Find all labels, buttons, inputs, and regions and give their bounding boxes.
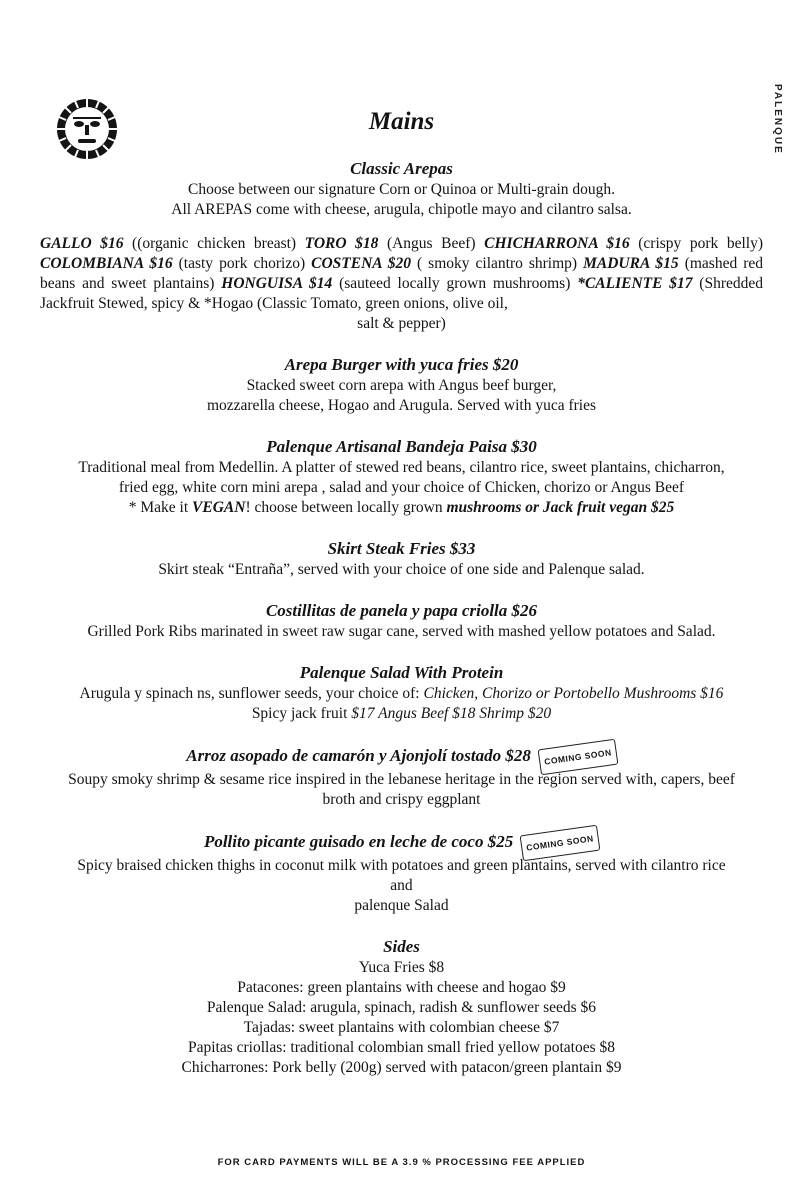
- arepa-desc: ( smoky cilantro shrimp): [411, 255, 584, 272]
- arepa-name: GALLO $16: [40, 235, 124, 252]
- description-line: fried egg, white corn mini arepa , salad and your choice of Chicken, chorizo or Angus Beef: [118, 479, 685, 496]
- arepa-varieties: [40, 234, 763, 334]
- section-bandeja-paisa: [0, 436, 803, 518]
- section-title: Arepa Burger with yuca fries $20: [284, 355, 519, 374]
- menu-content: [0, 158, 803, 1078]
- arepa-desc-tail: salt & pepper): [357, 315, 446, 332]
- section-costillitas: [0, 600, 803, 642]
- vegan-choice: mushrooms or Jack fruit vegan $25: [446, 499, 675, 516]
- side-item: Tajadas: sweet plantains with colombian cheese $7: [243, 1019, 560, 1036]
- side-item: Yuca Fries $8: [358, 959, 445, 976]
- arepa-name: *CALIENTE $17: [577, 275, 693, 292]
- arepa-name: MADURA $15: [583, 255, 679, 272]
- description-line: broth and crispy eggplant: [322, 791, 481, 808]
- side-item: Palenque Salad: arugula, spinach, radish & sunflower seeds $6: [206, 999, 597, 1016]
- description-line: All AREPAS come with cheese, arugula, chipotle mayo and cilantro salsa.: [171, 201, 632, 218]
- description-line: and: [390, 877, 413, 894]
- section-salad-protein: [0, 662, 803, 724]
- section-skirt-steak: [0, 538, 803, 580]
- arepa-desc: (sauteed locally grown mushrooms): [332, 275, 578, 292]
- description-line: Stacked sweet corn arepa with Angus beef burger,: [246, 377, 557, 394]
- section-arroz-asopado: [0, 744, 803, 810]
- section-title: Costillitas de panela y papa criolla $26: [265, 601, 538, 620]
- vegan-option-line: * Make it VEGAN! choose between locally grown mushrooms or Jack fruit vegan $25: [128, 499, 675, 516]
- section-title: Classic Arepas: [350, 159, 453, 178]
- description-line: Skirt steak “Entraña”, served with your choice of one side and Palenque salad.: [158, 561, 645, 578]
- coming-soon-badge: COMING SOON: [520, 825, 601, 862]
- arepa-desc: (Angus Beef): [378, 235, 485, 252]
- description-line: palenque Salad: [354, 897, 449, 914]
- coming-soon-badge: COMING SOON: [537, 739, 618, 776]
- section-title: Sides: [383, 937, 420, 956]
- section-title: Palenque Salad With Protein: [299, 663, 504, 682]
- section-title: Skirt Steak Fries $33: [327, 539, 476, 558]
- arepa-desc: (mashed red beans and sweet plantains): [40, 255, 763, 292]
- vegan-word: VEGAN: [192, 499, 246, 516]
- description-line: Soupy smoky shrimp & sesame rice inspired in the lebanese heritage in the region served with, capers, beef: [68, 771, 735, 788]
- side-item: Papitas criollas: traditional colombian small fried yellow potatoes $8: [187, 1039, 615, 1056]
- section-title: Arroz asopado de camarón y Ajonjolí tostado $28 COMING SOON: [0, 744, 803, 770]
- arepa-name: TORO $18: [304, 235, 379, 252]
- section-classic-arepas: [0, 158, 803, 334]
- arepa-name: CHICHARRONA $16: [484, 235, 630, 252]
- arepa-name: HONGUISA $14: [221, 275, 333, 292]
- arepa-desc: (tasty pork chorizo): [172, 255, 312, 272]
- arepa-desc: (Shredded Jackfruit Stewed, spicy & *Hogao (Classic Tomato, green onions, olive oil,: [40, 275, 763, 312]
- payment-fee-note: FOR CARD PAYMENTS WILL BE A 3.9 % PROCESSING FEE APPLIED: [217, 1157, 586, 1168]
- description-line: Spicy jack fruit $17 Angus Beef $18 Shrimp $20: [251, 705, 552, 722]
- section-title: Palenque Artisanal Bandeja Paisa $30: [266, 437, 537, 456]
- brand-vertical: PALENQUE: [772, 84, 783, 155]
- side-item: Chicharrones: Pork belly (200g) served with patacon/green plantain $9: [181, 1059, 622, 1076]
- description-line: Choose between our signature Corn or Quinoa or Multi-grain dough.: [187, 181, 616, 198]
- description-line: mozzarella cheese, Hogao and Arugula. Served with yuca fries: [206, 397, 597, 414]
- arepa-name: COLOMBIANA $16: [40, 255, 173, 272]
- section-sides: [0, 936, 803, 1078]
- section-title: Pollito picante guisado en leche de coco $25 COMING SOON: [0, 830, 803, 856]
- description-line: Grilled Pork Ribs marinated in sweet raw sugar cane, served with mashed yellow potatoes and Salad.: [87, 623, 716, 640]
- arepa-desc: ((organic chicken breast): [123, 235, 305, 252]
- arepa-name: COSTENA $20: [311, 255, 412, 272]
- description-line: Traditional meal from Medellin. A platter of stewed red beans, cilantro rice, sweet plantains, chicharron,: [78, 459, 725, 476]
- arepa-desc: (crispy pork belly): [629, 235, 763, 252]
- description-line: Spicy braised chicken thighs in coconut milk with potatoes and green plantains, served with cilantro rice: [77, 857, 726, 874]
- section-arepa-burger: [0, 354, 803, 416]
- side-item: Patacones: green plantains with cheese and hogao $9: [237, 979, 566, 996]
- page-title: Mains: [368, 108, 435, 135]
- section-pollito-picante: [0, 830, 803, 916]
- description-line: Arugula y spinach ns, sunflower seeds, your choice of: Chicken, Chorizo or Portobello Mushrooms $16: [79, 685, 724, 702]
